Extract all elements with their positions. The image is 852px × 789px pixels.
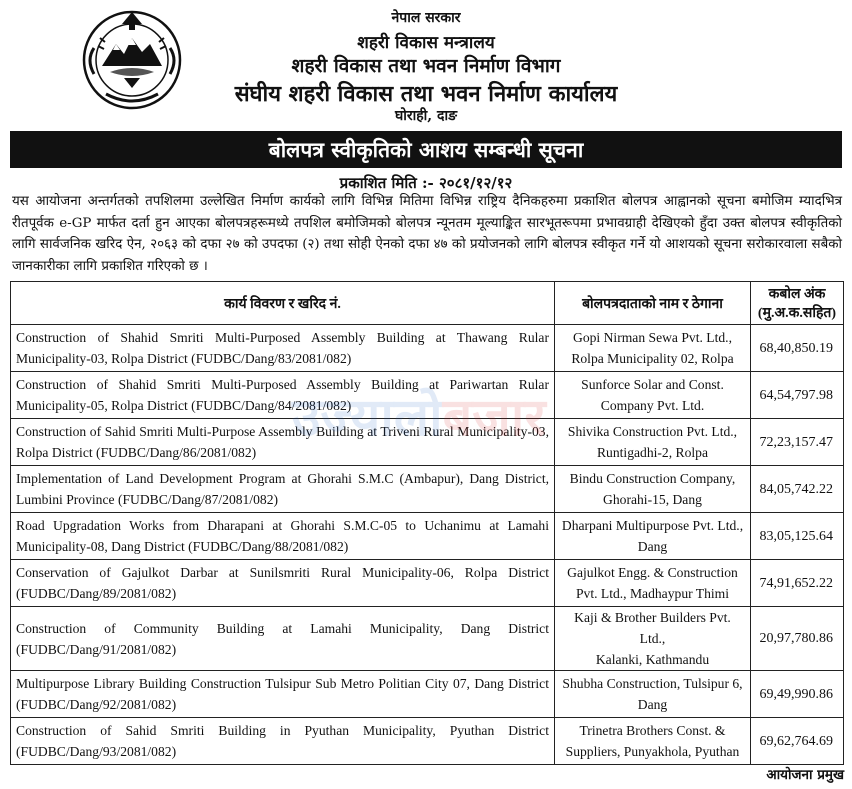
- column-header-bidder: बोलपत्रदाताको नाम र ठेगाना: [555, 282, 751, 325]
- work-description: Construction of Community Building at Lamahi Municipality, Dang District (FUDBC/Dang/91/2081/082): [11, 607, 555, 671]
- work-description: Construction of Shahid Smriti Multi-Purposed Assembly Building at Thawang Rular Municipality-03, Rolpa District (FUDBC/Dang/83/2081/082): [11, 325, 555, 372]
- bidder-address: Suppliers, Punyakhola, Pyuthan: [565, 744, 740, 759]
- bidder-name: Gopi Nirman Sewa Pvt. Ltd.,: [573, 330, 732, 345]
- bidder-address: Dang: [637, 539, 668, 554]
- bidder-name: Shivika Construction Pvt. Ltd.,: [567, 424, 738, 439]
- work-description: Multipurpose Library Building Construction Tulsipur Sub Metro Politian City 07, Dang District (FUDBC/Dang/92/2081/082): [11, 671, 555, 718]
- amount-header-line2: (मु.अ.क.सहित): [757, 306, 837, 321]
- work-description: Road Upgradation Works from Dharapani at Ghorahi S.M.C-05 to Uchanimu at Lamahi Municipality-08, Dang District (FUDBC/Dang/88/2081/082): [11, 513, 555, 560]
- bid-amount: 68,40,850.19: [751, 325, 844, 372]
- publish-date: प्रकाशित मिति :- २०८१/१२/१२: [339, 174, 513, 192]
- column-header-amount: [751, 282, 844, 325]
- bid-amount: 74,91,652.22: [751, 560, 844, 607]
- bidder-name: Bindu Construction Company,: [569, 471, 736, 486]
- bidder-name-address: [555, 718, 751, 765]
- table-row: [11, 419, 844, 466]
- bidder-address: Dang: [637, 697, 668, 712]
- work-description: Conservation of Gajulkot Darbar at Sunilsmriti Rural Municipality-06, Rolpa District (FUDBC/Dang/89/2081/082): [11, 560, 555, 607]
- table-body: [11, 325, 844, 765]
- table-row: [11, 466, 844, 513]
- bid-table: [10, 281, 844, 765]
- bidder-address: Ghorahi-15, Dang: [603, 492, 702, 507]
- table-row: [11, 718, 844, 765]
- table-row: [11, 671, 844, 718]
- bidder-name-address: [555, 466, 751, 513]
- bidder-name-address: [555, 372, 751, 419]
- table-row: [11, 325, 844, 372]
- bidder-name: Sunforce Solar and Const.: [581, 377, 724, 392]
- bidder-name: Gajulkot Engg. & Construction: [567, 565, 738, 580]
- notice-body: यस आयोजना अन्तर्गतको तपशिलमा उल्लेखित निर्माण कार्यको लागि विभिन्न मितिमा विभिन्न राष्ट्रिय दैनिकहरुमा प्रकाशित बोलपत्र आह्वानको सूचना बमोजिम म्यादभित्र रीतपूर्वक e-GP मार्फत दर्ता हुन आएका बोलपत्रहरूमध्ये तपशिल बमोजिमको बोलपत्र न्यूनतम मूल्याङ्कित सारभूतरूपमा प्रभावग्राही देखिएको हुँदा उक्त बोलपत्र स्वीकृतिको लागि सार्वजनिक खरिद ऐन, २०६३ को दफा २७ को उपदफा (२) तथा सोही ऐनको दफा ४७ को प्रयोजनको लागि बोलपत्र स्वीकृत गर्ने यो आशयको सूचना सरोकारवाला सबैको जानकारीका लागि प्रकाशित गरिएको छ ।: [12, 194, 842, 274]
- bidder-name-address: [555, 419, 751, 466]
- bidder-address: Runtigadhi-2, Rolpa: [596, 445, 708, 460]
- office-location: घोराही, दाङ: [394, 108, 458, 124]
- bid-amount: 64,54,797.98: [751, 372, 844, 419]
- table-row: [11, 372, 844, 419]
- office-name: संघीय शहरी विकास तथा भवन निर्माण कार्यालय: [234, 81, 618, 107]
- bidder-address: Rolpa Municipality 02, Rolpa: [571, 351, 734, 366]
- bid-amount: 69,49,990.86: [751, 671, 844, 718]
- bidder-address: Kalanki, Kathmandu: [595, 652, 710, 667]
- bidder-address: Company Pvt. Ltd.: [600, 398, 705, 413]
- bidder-address: Pvt. Ltd., Madhaypur Thimi: [575, 586, 730, 601]
- watermark-part2: बजार: [442, 388, 546, 448]
- bid-amount: 83,05,125.64: [751, 513, 844, 560]
- bidder-name-address: [555, 607, 751, 671]
- bidder-name-address: [555, 560, 751, 607]
- bidder-name: Shubha Construction, Tulsipur 6,: [562, 676, 743, 691]
- government-name: नेपाल सरकार: [391, 10, 461, 26]
- bid-amount: 69,62,764.69: [751, 718, 844, 765]
- watermark-part1: उज्यालो: [292, 388, 443, 448]
- table-row: [11, 607, 844, 671]
- work-description: Construction of Sahid Smriti Multi-Purpose Assembly Building at Triveni Rural Municipality-03, Rolpa District (FUDBC/Dang/86/2081/082): [11, 419, 555, 466]
- department-name: शहरी विकास तथा भवन निर्माण विभाग: [291, 55, 561, 77]
- bidder-name: Trinetra Brothers Const. &: [579, 723, 726, 738]
- table-row: [11, 513, 844, 560]
- bid-amount: 84,05,742.22: [751, 466, 844, 513]
- notice-title-banner: बोलपत्र स्वीकृतिको आशय सम्बन्धी सूचना: [10, 131, 842, 168]
- column-header-work: कार्य विवरण र खरिद नं.: [11, 282, 555, 325]
- work-description: Construction of Sahid Smriti Building in Pyuthan Municipality, Pyuthan District (FUDBC/Dang/93/2081/082): [11, 718, 555, 765]
- table-row: [11, 560, 844, 607]
- work-description: Construction of Shahid Smriti Multi-Purposed Assembly Building at Pariwartan Rular Municipality-05, Rolpa District (FUDBC/Dang/84/2081/082): [11, 372, 555, 419]
- bidder-name-address: [555, 671, 751, 718]
- ministry-name: शहरी विकास मन्त्रालय: [357, 33, 495, 53]
- bid-amount: 72,23,157.47: [751, 419, 844, 466]
- bidder-name: Dharpani Multipurpose Pvt. Ltd.,: [561, 518, 744, 533]
- signature: आयोजना प्रमुख: [766, 767, 844, 783]
- amount-header-line1: कबोल अंक: [768, 287, 826, 302]
- bidder-name-address: [555, 513, 751, 560]
- bid-amount: 20,97,780.86: [751, 607, 844, 671]
- work-description: Implementation of Land Development Program at Ghorahi S.M.C (Ambapur), Dang District, Lumbini Province (FUDBC/Dang/87/2081/082): [11, 466, 555, 513]
- table-header-row: [11, 282, 844, 325]
- bidder-name: Kaji & Brother Builders Pvt. Ltd.,: [574, 610, 731, 646]
- bidder-name-address: [555, 325, 751, 372]
